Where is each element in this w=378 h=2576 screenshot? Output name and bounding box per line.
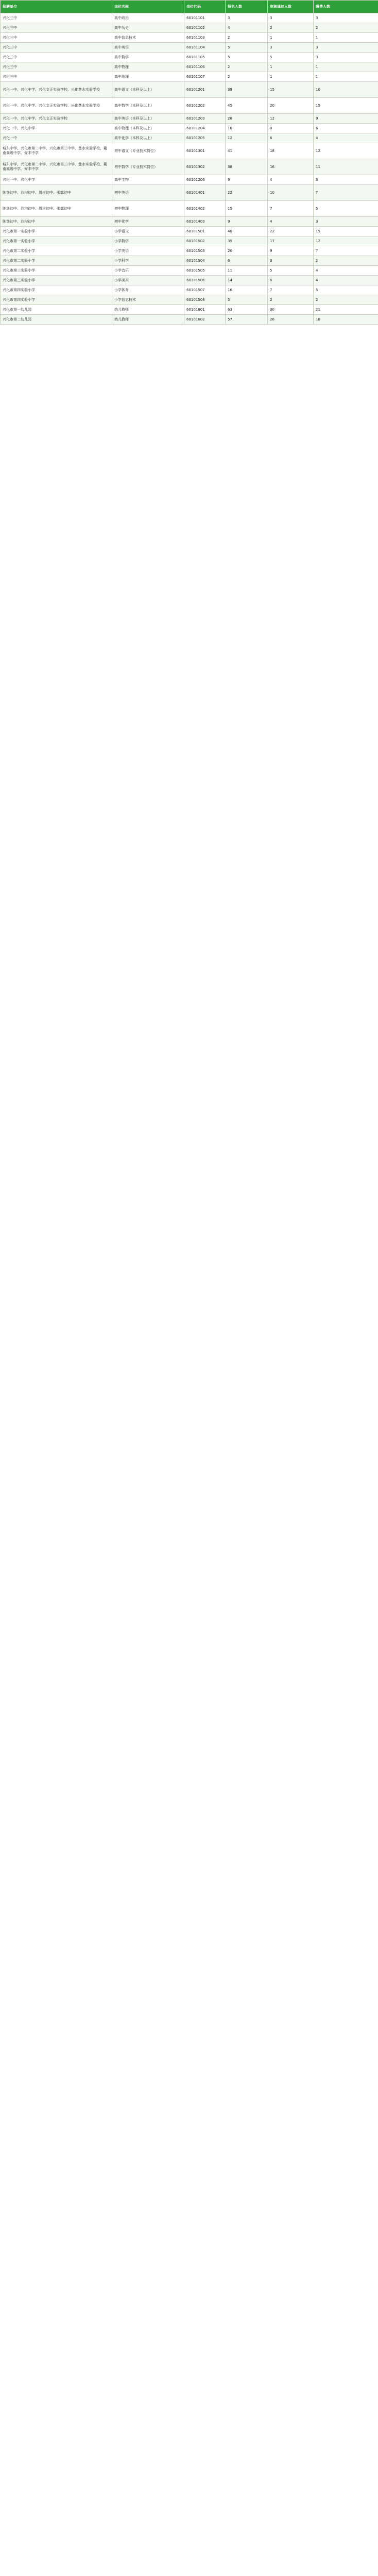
cell-position-code: 60101205	[184, 133, 226, 143]
cell-position: 高中物理	[112, 62, 184, 72]
cell-paid: 6	[314, 124, 378, 133]
cell-approved: 1	[268, 72, 314, 82]
cell-applicants: 5	[226, 53, 268, 62]
cell-position-code: 60101503	[184, 246, 226, 256]
cell-paid: 1	[314, 33, 378, 43]
cell-applicants: 6	[226, 256, 268, 266]
cell-paid: 2	[314, 23, 378, 33]
cell-unit: 兴化三中	[1, 23, 112, 33]
cell-paid: 5	[314, 201, 378, 217]
table-row	[1, 53, 378, 62]
cell-position-code: 60101504	[184, 256, 226, 266]
cell-approved: 5	[268, 53, 314, 62]
cell-position: 小学数学	[112, 236, 184, 246]
header-paid: 缴费人数	[314, 1, 378, 13]
cell-position: 小学音乐	[112, 266, 184, 276]
cell-unit: 兴化市第一实验小学	[1, 236, 112, 246]
cell-paid: 15	[314, 98, 378, 114]
cell-position: 高中英语	[112, 43, 184, 53]
table-row	[1, 33, 378, 43]
cell-paid: 7	[314, 246, 378, 256]
cell-approved: 2	[268, 295, 314, 305]
table-row	[1, 175, 378, 185]
cell-unit: 兴化市第二幼儿园	[1, 315, 112, 325]
table-body	[1, 13, 378, 325]
cell-paid: 1	[314, 62, 378, 72]
cell-applicants: 9	[226, 217, 268, 227]
cell-unit: 兴化市第二实验小学	[1, 256, 112, 266]
table-row	[1, 276, 378, 285]
cell-unit: 兴化三中	[1, 13, 112, 23]
cell-approved: 1	[268, 33, 314, 43]
cell-paid: 12	[314, 236, 378, 246]
cell-position-code: 60101501	[184, 227, 226, 236]
cell-paid: 7	[314, 185, 378, 201]
cell-paid: 11	[314, 159, 378, 175]
cell-position-code: 60101301	[184, 143, 226, 159]
cell-applicants: 45	[226, 98, 268, 114]
cell-applicants: 28	[226, 114, 268, 124]
cell-approved: 7	[268, 201, 314, 217]
table-row	[1, 227, 378, 236]
cell-unit: 兴化一中、兴化中学、兴化文正实验学校、兴化楚水实验学校	[1, 98, 112, 114]
cell-unit: 兴化三中	[1, 53, 112, 62]
cell-applicants: 5	[226, 295, 268, 305]
table-row	[1, 23, 378, 33]
cell-unit: 兴化三中	[1, 62, 112, 72]
table-row	[1, 13, 378, 23]
cell-position: 小学体育	[112, 285, 184, 295]
cell-paid: 3	[314, 53, 378, 62]
cell-applicants: 2	[226, 33, 268, 43]
cell-approved: 6	[268, 133, 314, 143]
cell-unit: 兴化市第一幼儿园	[1, 305, 112, 315]
cell-position-code: 60101106	[184, 62, 226, 72]
cell-applicants: 2	[226, 72, 268, 82]
cell-approved: 16	[268, 159, 314, 175]
table-row	[1, 266, 378, 276]
cell-position-code: 60101104	[184, 43, 226, 53]
cell-approved: 17	[268, 236, 314, 246]
cell-paid: 4	[314, 276, 378, 285]
cell-unit: 兴化一中、兴化中学、兴化文正实验学校	[1, 114, 112, 124]
table-row	[1, 295, 378, 305]
cell-applicants: 35	[226, 236, 268, 246]
cell-applicants: 4	[226, 23, 268, 33]
cell-position: 高中生物	[112, 175, 184, 185]
table-row	[1, 315, 378, 325]
table-row	[1, 43, 378, 53]
cell-position-code: 60101107	[184, 72, 226, 82]
cell-paid: 4	[314, 133, 378, 143]
cell-applicants: 12	[226, 133, 268, 143]
recruitment-table	[0, 0, 378, 325]
cell-applicants: 48	[226, 227, 268, 236]
cell-applicants: 39	[226, 82, 268, 98]
cell-position-code: 60101103	[184, 33, 226, 43]
table-row	[1, 185, 378, 201]
cell-unit: 兴化市第二实验小学	[1, 246, 112, 256]
cell-approved: 3	[268, 43, 314, 53]
table-row	[1, 98, 378, 114]
cell-paid: 5	[314, 285, 378, 295]
cell-position: 高中历史	[112, 23, 184, 33]
cell-applicants: 14	[226, 276, 268, 285]
cell-position: 小学科学	[112, 256, 184, 266]
table-row	[1, 72, 378, 82]
cell-applicants: 5	[226, 43, 268, 53]
cell-approved: 8	[268, 124, 314, 133]
cell-position: 小学语文	[112, 227, 184, 236]
table-row	[1, 246, 378, 256]
cell-paid: 3	[314, 217, 378, 227]
cell-unit: 兴化一中、兴化中学、兴化文正实验学校、兴化楚水实验学校	[1, 82, 112, 98]
cell-position-code: 60101201	[184, 82, 226, 98]
cell-approved: 3	[268, 13, 314, 23]
table-row	[1, 133, 378, 143]
cell-position: 初中语文（专业技术岗位）	[112, 143, 184, 159]
cell-applicants: 11	[226, 266, 268, 276]
cell-unit: 兴化三中	[1, 33, 112, 43]
cell-paid: 3	[314, 43, 378, 53]
cell-applicants: 20	[226, 246, 268, 256]
cell-applicants: 15	[226, 201, 268, 217]
cell-position: 初中英语	[112, 185, 184, 201]
cell-position-code: 60101105	[184, 53, 226, 62]
cell-position: 高中信息技术	[112, 33, 184, 43]
cell-paid: 10	[314, 82, 378, 98]
cell-applicants: 9	[226, 175, 268, 185]
cell-position-code: 60101502	[184, 236, 226, 246]
table-row	[1, 236, 378, 246]
cell-applicants: 38	[226, 159, 268, 175]
header-applicants: 报名人数	[226, 1, 268, 13]
cell-approved: 30	[268, 305, 314, 315]
cell-approved: 10	[268, 185, 314, 201]
cell-unit: 兴化一中、兴化中学	[1, 124, 112, 133]
cell-position-code: 60101602	[184, 315, 226, 325]
cell-position: 初中化学	[112, 217, 184, 227]
cell-applicants: 18	[226, 124, 268, 133]
table-row	[1, 143, 378, 159]
cell-paid: 2	[314, 295, 378, 305]
cell-position-code: 60101204	[184, 124, 226, 133]
cell-unit: 陈堡初中、沙沟初中、周庄初中、张郭初中	[1, 201, 112, 217]
cell-approved: 18	[268, 143, 314, 159]
cell-position: 高中化学（本科及以上）	[112, 133, 184, 143]
cell-approved: 7	[268, 285, 314, 295]
cell-unit: 兴化市第四实验小学	[1, 295, 112, 305]
cell-unit: 兴化三中	[1, 72, 112, 82]
cell-unit: 兴化一中、兴化中学	[1, 175, 112, 185]
cell-applicants: 22	[226, 185, 268, 201]
cell-position: 高中数学（本科及以上）	[112, 98, 184, 114]
table-row	[1, 159, 378, 175]
cell-approved: 4	[268, 175, 314, 185]
cell-paid: 21	[314, 305, 378, 315]
cell-unit: 兴化三中	[1, 43, 112, 53]
cell-paid: 2	[314, 256, 378, 266]
cell-position-code: 60101508	[184, 295, 226, 305]
table-header-row	[1, 1, 378, 13]
cell-unit: 陈堡初中、沙沟初中	[1, 217, 112, 227]
cell-position-code: 60101403	[184, 217, 226, 227]
cell-approved: 22	[268, 227, 314, 236]
cell-paid: 15	[314, 227, 378, 236]
cell-approved: 20	[268, 98, 314, 114]
cell-approved: 5	[268, 266, 314, 276]
cell-unit: 城东中学、兴化市第二中学、兴化市第三中学、楚水实验学校、戴南高级中学、安丰中学	[1, 159, 112, 175]
header-position-code: 岗位代码	[184, 1, 226, 13]
cell-unit: 兴化市第四实验小学	[1, 285, 112, 295]
cell-paid: 3	[314, 13, 378, 23]
cell-applicants: 16	[226, 285, 268, 295]
cell-position-code: 60101401	[184, 185, 226, 201]
cell-approved: 26	[268, 315, 314, 325]
table-row	[1, 201, 378, 217]
cell-position: 小学信息技术	[112, 295, 184, 305]
cell-paid: 3	[314, 175, 378, 185]
cell-position-code: 60101507	[184, 285, 226, 295]
cell-position: 高中地理	[112, 72, 184, 82]
cell-approved: 4	[268, 217, 314, 227]
header-unit: 招聘单位	[1, 1, 112, 13]
cell-paid: 1	[314, 72, 378, 82]
cell-unit: 兴化市第三实验小学	[1, 276, 112, 285]
cell-approved: 6	[268, 276, 314, 285]
cell-approved: 12	[268, 114, 314, 124]
cell-unit: 陈堡初中、沙沟初中、周庄初中、张郭初中	[1, 185, 112, 201]
cell-paid: 12	[314, 143, 378, 159]
cell-position-code: 60101206	[184, 175, 226, 185]
cell-position-code: 60101102	[184, 23, 226, 33]
table-row	[1, 217, 378, 227]
cell-position-code: 60101601	[184, 305, 226, 315]
cell-position-code: 60101506	[184, 276, 226, 285]
cell-position-code: 60101202	[184, 98, 226, 114]
cell-approved: 2	[268, 23, 314, 33]
header-approved: 审核通过人数	[268, 1, 314, 13]
cell-position-code: 60101402	[184, 201, 226, 217]
cell-approved: 1	[268, 62, 314, 72]
cell-approved: 15	[268, 82, 314, 98]
cell-position: 幼儿教师	[112, 315, 184, 325]
header-position: 岗位名称	[112, 1, 184, 13]
cell-position: 高中英语（本科及以上）	[112, 114, 184, 124]
cell-position: 小学美术	[112, 276, 184, 285]
cell-applicants: 3	[226, 13, 268, 23]
cell-paid: 18	[314, 315, 378, 325]
cell-unit: 兴化市第一实验小学	[1, 227, 112, 236]
cell-applicants: 57	[226, 315, 268, 325]
cell-position: 高中政治	[112, 13, 184, 23]
cell-position-code: 60101302	[184, 159, 226, 175]
cell-position: 幼儿教师	[112, 305, 184, 315]
cell-position: 高中物理（本科及以上）	[112, 124, 184, 133]
cell-position: 初中数学（专业技术岗位）	[112, 159, 184, 175]
cell-paid: 9	[314, 114, 378, 124]
cell-position: 高中语文（本科及以上）	[112, 82, 184, 98]
table-row	[1, 114, 378, 124]
cell-position-code: 60101101	[184, 13, 226, 23]
cell-unit: 兴化市第三实验小学	[1, 266, 112, 276]
cell-unit: 城东中学、兴化市第二中学、兴化市第三中学、楚水实验学校、戴南高级中学、安丰中学	[1, 143, 112, 159]
cell-unit: 兴化一中	[1, 133, 112, 143]
cell-applicants: 41	[226, 143, 268, 159]
cell-position: 高中数学	[112, 53, 184, 62]
table-row	[1, 124, 378, 133]
table-row	[1, 82, 378, 98]
cell-position-code: 60101505	[184, 266, 226, 276]
cell-approved: 3	[268, 256, 314, 266]
cell-applicants: 2	[226, 62, 268, 72]
cell-approved: 9	[268, 246, 314, 256]
table-row	[1, 256, 378, 266]
cell-paid: 4	[314, 266, 378, 276]
table-row	[1, 285, 378, 295]
cell-position-code: 60101203	[184, 114, 226, 124]
cell-applicants: 63	[226, 305, 268, 315]
cell-position: 小学英语	[112, 246, 184, 256]
cell-position: 初中物理	[112, 201, 184, 217]
table-row	[1, 62, 378, 72]
table-row	[1, 305, 378, 315]
